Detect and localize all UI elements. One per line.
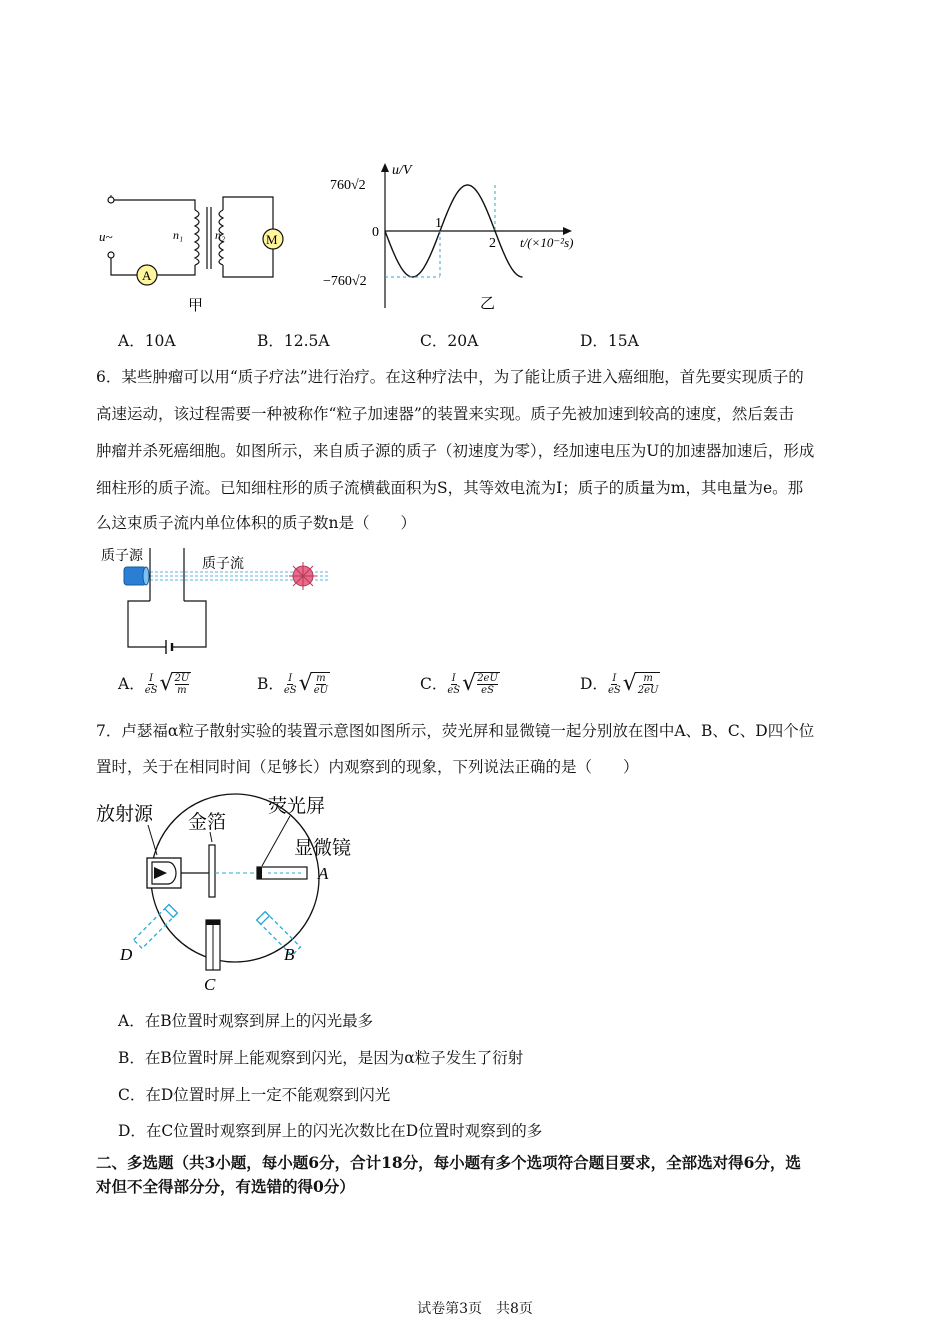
q7-line-1: 7．卢瑟福α粒子散射实验的装置示意图如图所示，荧光屏和显微镜一起分别放在图中A、B、C、D四个位 <box>96 722 815 740</box>
q6-option-c-letter: C． <box>420 675 448 693</box>
figure-caption-jia: 甲 <box>188 298 204 314</box>
position-c-label: C <box>204 975 216 994</box>
q6-option-a[interactable] <box>118 672 191 696</box>
q6-option-d[interactable] <box>580 672 660 696</box>
q6-line-1: 6．某些肿瘤可以用“质子疗法”进行治疗。在这种疗法中，为了能让质子进入癌细胞，首先要实现质子的 <box>96 368 804 386</box>
ammeter-label: A <box>142 268 152 283</box>
q5-option-a[interactable]: A．10A <box>118 332 176 350</box>
figure-caption-yi: 乙 <box>480 296 496 312</box>
position-d-label: D <box>120 945 133 964</box>
position-a-label: A <box>318 864 329 883</box>
q6-option-c[interactable] <box>420 672 500 696</box>
rutherford-scattering-figure <box>92 790 372 1000</box>
transformer-circuit-figure <box>95 185 285 315</box>
q6-option-b[interactable] <box>257 672 330 696</box>
section2-heading-line-1: 二、多选题（共3小题，每小题6分，合计18分，每小题有多个选项符合题目要求，全部选对得6分，选 <box>96 1153 801 1172</box>
q5-option-b[interactable]: B．12.5A <box>257 332 330 350</box>
x-tick-2: 2 <box>489 236 496 251</box>
q5-option-d[interactable]: D．15A <box>580 332 639 350</box>
y-min-label: −760√2 <box>323 274 367 289</box>
microscope-label: 显微镜 <box>294 838 352 859</box>
q6-option-b-formula: I eS √ m eU <box>283 671 329 696</box>
voltage-time-graph <box>320 158 600 318</box>
proton-source-label: 质子源 <box>101 549 143 564</box>
q6-option-b-letter: B． <box>257 675 284 693</box>
q7-option-d[interactable]: D．在C位置时观察到屏上的闪光次数比在D位置时观察到的多 <box>118 1122 543 1140</box>
y-max-label: 760√2 <box>330 178 366 193</box>
x-axis-label: t/(×10⁻²s) <box>520 235 574 250</box>
q5-option-c[interactable]: C．20A <box>420 332 479 350</box>
q6-line-4: 细柱形的质子流。已知细柱形的质子流横截面积为S，其等效电流为I；质子的质量为m，其电量为e。那 <box>96 479 804 497</box>
origin-label: 0 <box>372 225 379 240</box>
q7-option-c[interactable]: C．在D位置时屏上一定不能观察到闪光 <box>118 1086 391 1104</box>
q7-line-2: 置时，关于在相同时间（足够长）内观察到的现象，下列说法正确的是（ ） <box>96 758 639 776</box>
proton-stream-label: 质子流 <box>202 557 244 572</box>
section2-heading-line-2: 对但不全得部分分，有选错的得0分） <box>96 1177 355 1196</box>
voltage-source-label: u~ <box>99 229 113 244</box>
proton-accelerator-figure <box>98 543 338 663</box>
q6-option-a-formula: I eS √ 2U m <box>144 671 190 696</box>
n2-label: n₂ <box>215 228 226 242</box>
q6-option-a-letter: A． <box>118 675 145 693</box>
q6-line-3: 肿瘤并杀死癌细胞。如图所示，来自质子源的质子（初速度为零），经加速电压为U的加速器加速后，形成 <box>96 442 815 460</box>
q6-option-d-letter: D． <box>580 675 608 693</box>
radioactive-source-label: 放射源 <box>96 804 154 825</box>
q6-option-d-formula: I eS √ m 2eU <box>607 671 659 696</box>
q7-option-b[interactable]: B．在B位置时屏上能观察到闪光，是因为α粒子发生了衍射 <box>118 1049 524 1067</box>
q6-option-c-formula: I eS √ 2eU eS <box>447 671 498 696</box>
x-tick-1: 1 <box>435 216 442 231</box>
q7-option-a[interactable]: A．在B位置时观察到屏上的闪光最多 <box>118 1012 374 1030</box>
position-b-label: B <box>284 945 295 964</box>
y-axis-label: u/V <box>392 163 412 178</box>
q6-line-5: 么这束质子流内单位体积的质子数n是（ ） <box>96 514 416 532</box>
fluorescent-screen-label: 荧光屏 <box>268 796 326 817</box>
page-footer: 试卷第3页 共8页 <box>417 1301 533 1317</box>
n1-label: n₁ <box>173 228 184 242</box>
motor-label: M <box>266 232 278 247</box>
gold-foil-label: 金箔 <box>188 812 227 833</box>
q6-line-2: 高速运动，该过程需要一种被称作“粒子加速器”的装置来实现。质子先被加速到较高的速度，然后轰击 <box>96 405 794 423</box>
